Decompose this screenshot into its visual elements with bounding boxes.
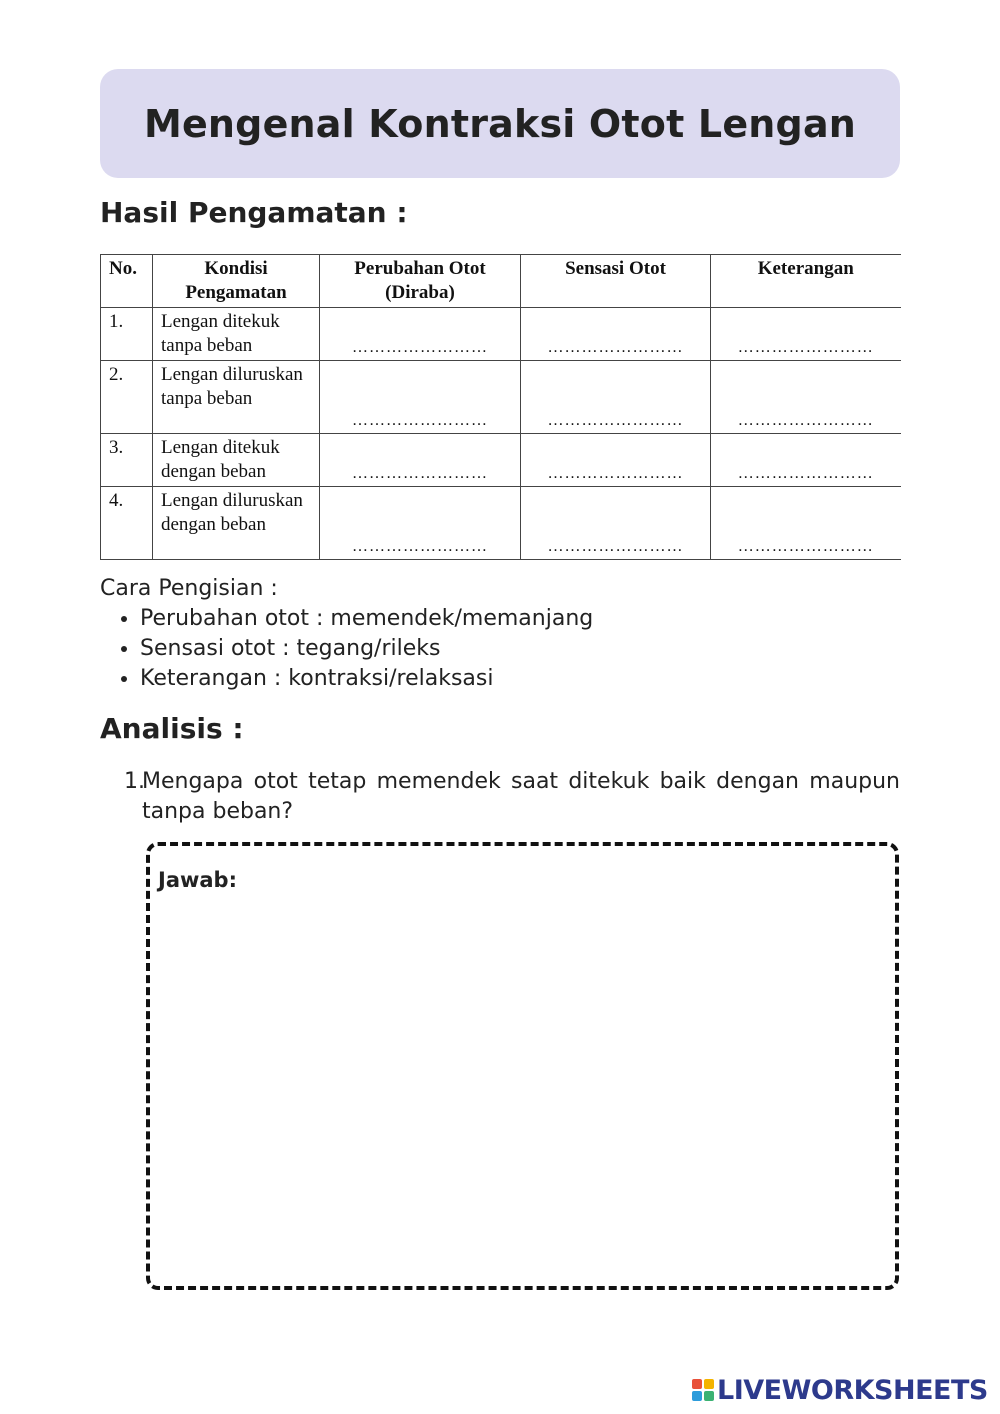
perubahan-blank[interactable]: …………………… bbox=[320, 361, 521, 434]
table-row bbox=[101, 487, 901, 560]
logo-square bbox=[704, 1379, 714, 1389]
answer-label: Jawab: bbox=[158, 868, 237, 892]
liveworksheets-logo bbox=[692, 1374, 988, 1406]
sensasi-blank[interactable]: …………………… bbox=[521, 487, 711, 560]
column-header: No. bbox=[101, 255, 153, 308]
question-1 bbox=[124, 767, 900, 827]
logo-text: LIVEWORKSHEETS bbox=[717, 1374, 988, 1406]
row-number: 2. bbox=[101, 361, 153, 434]
column-header: Keterangan bbox=[711, 255, 901, 308]
sensasi-blank[interactable]: …………………… bbox=[521, 434, 711, 487]
title-banner bbox=[100, 69, 900, 178]
logo-square bbox=[692, 1379, 702, 1389]
answer-box[interactable] bbox=[146, 842, 899, 1290]
section-heading-analisis: Analisis : bbox=[100, 712, 244, 745]
table-row bbox=[101, 308, 901, 361]
question-number: 1. bbox=[124, 769, 145, 794]
filling-instructions bbox=[100, 574, 593, 694]
observation-table bbox=[100, 254, 901, 560]
sensasi-blank[interactable]: …………………… bbox=[521, 308, 711, 361]
table-row bbox=[101, 434, 901, 487]
table-header-row bbox=[101, 255, 901, 308]
perubahan-blank[interactable]: …………………… bbox=[320, 434, 521, 487]
logo-square bbox=[692, 1391, 702, 1401]
row-condition: Lengan diluruskan dengan beban bbox=[153, 487, 320, 560]
logo-square bbox=[704, 1391, 714, 1401]
column-header: Perubahan Otot (Diraba) bbox=[320, 255, 521, 308]
question-text: Mengapa otot tetap memendek saat ditekuk baik dengan maupun tanpa beban? bbox=[142, 769, 900, 824]
row-condition: Lengan ditekuk dengan beban bbox=[153, 434, 320, 487]
instructions-list bbox=[100, 604, 593, 694]
list-item: • Sensasi otot : tegang/rileks bbox=[140, 634, 593, 664]
sensasi-blank[interactable]: …………………… bbox=[521, 361, 711, 434]
perubahan-blank[interactable]: …………………… bbox=[320, 487, 521, 560]
column-header: Kondisi Pengamatan bbox=[153, 255, 320, 308]
instructions-label: Cara Pengisian : bbox=[100, 576, 278, 601]
row-number: 4. bbox=[101, 487, 153, 560]
row-condition: Lengan diluruskan tanpa beban bbox=[153, 361, 320, 434]
section-heading-hasil: Hasil Pengamatan : bbox=[100, 196, 408, 229]
liveworksheets-logo-icon bbox=[692, 1379, 714, 1401]
row-number: 1. bbox=[101, 308, 153, 361]
list-item: • Perubahan otot : memendek/memanjang bbox=[140, 604, 593, 634]
keterangan-blank[interactable]: …………………… bbox=[711, 361, 901, 434]
list-item: • Keterangan : kontraksi/relaksasi bbox=[140, 664, 593, 694]
page-title: Mengenal Kontraksi Otot Lengan bbox=[143, 101, 857, 146]
perubahan-blank[interactable]: …………………… bbox=[320, 308, 521, 361]
keterangan-blank[interactable]: …………………… bbox=[711, 434, 901, 487]
row-number: 3. bbox=[101, 434, 153, 487]
row-condition: Lengan ditekuk tanpa beban bbox=[153, 308, 320, 361]
table-row bbox=[101, 361, 901, 434]
column-header: Sensasi Otot bbox=[521, 255, 711, 308]
keterangan-blank[interactable]: …………………… bbox=[711, 487, 901, 560]
keterangan-blank[interactable]: …………………… bbox=[711, 308, 901, 361]
